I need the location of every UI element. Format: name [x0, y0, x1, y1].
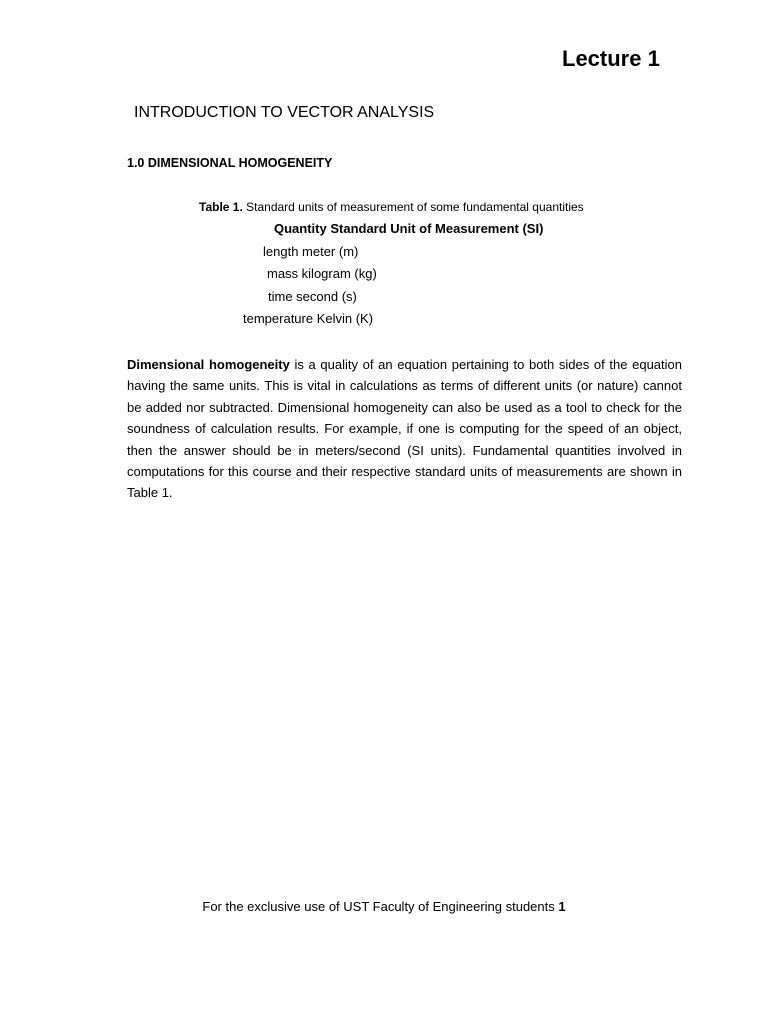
table-row: time second (s): [268, 289, 357, 304]
table-row: length meter (m): [263, 244, 359, 259]
page-number: 1: [558, 899, 566, 914]
section-heading: 1.0 DIMENSIONAL HOMOGENEITY: [127, 156, 333, 170]
table-caption-text: Standard units of measurement of some fundamental quantities: [242, 200, 584, 214]
table-header: Quantity Standard Unit of Measurement (SI): [274, 221, 544, 236]
page-footer: [0, 899, 768, 914]
defined-term: Dimensional homogeneity: [127, 357, 290, 372]
page-title: INTRODUCTION TO VECTOR ANALYSIS: [134, 104, 435, 121]
table-caption-label: Table 1.: [199, 200, 243, 214]
body-paragraph: [127, 354, 682, 504]
table-row: temperature Kelvin (K): [243, 311, 374, 326]
footer-text: For the exclusive use of UST Faculty of Engineering students: [202, 899, 559, 914]
table-caption: [199, 200, 584, 214]
paragraph-body: is a quality of an equation pertaining to both sides of the equation having the same units. This is vital in calculations as terms of different units (or nature) cannot be added nor subtracted. Dimensional homogeneity can also be used as a tool to check for the soundness of calculation results. For example, if one is computing for the speed of an object, then the answer should be in meters/second (SI units). Fundamental quantities involved in computations for this course and their respective standard units of measurements are shown in Table 1.: [127, 357, 682, 501]
lecture-label: Lecture 1: [562, 46, 660, 71]
table-row: mass kilogram (kg): [267, 266, 377, 281]
